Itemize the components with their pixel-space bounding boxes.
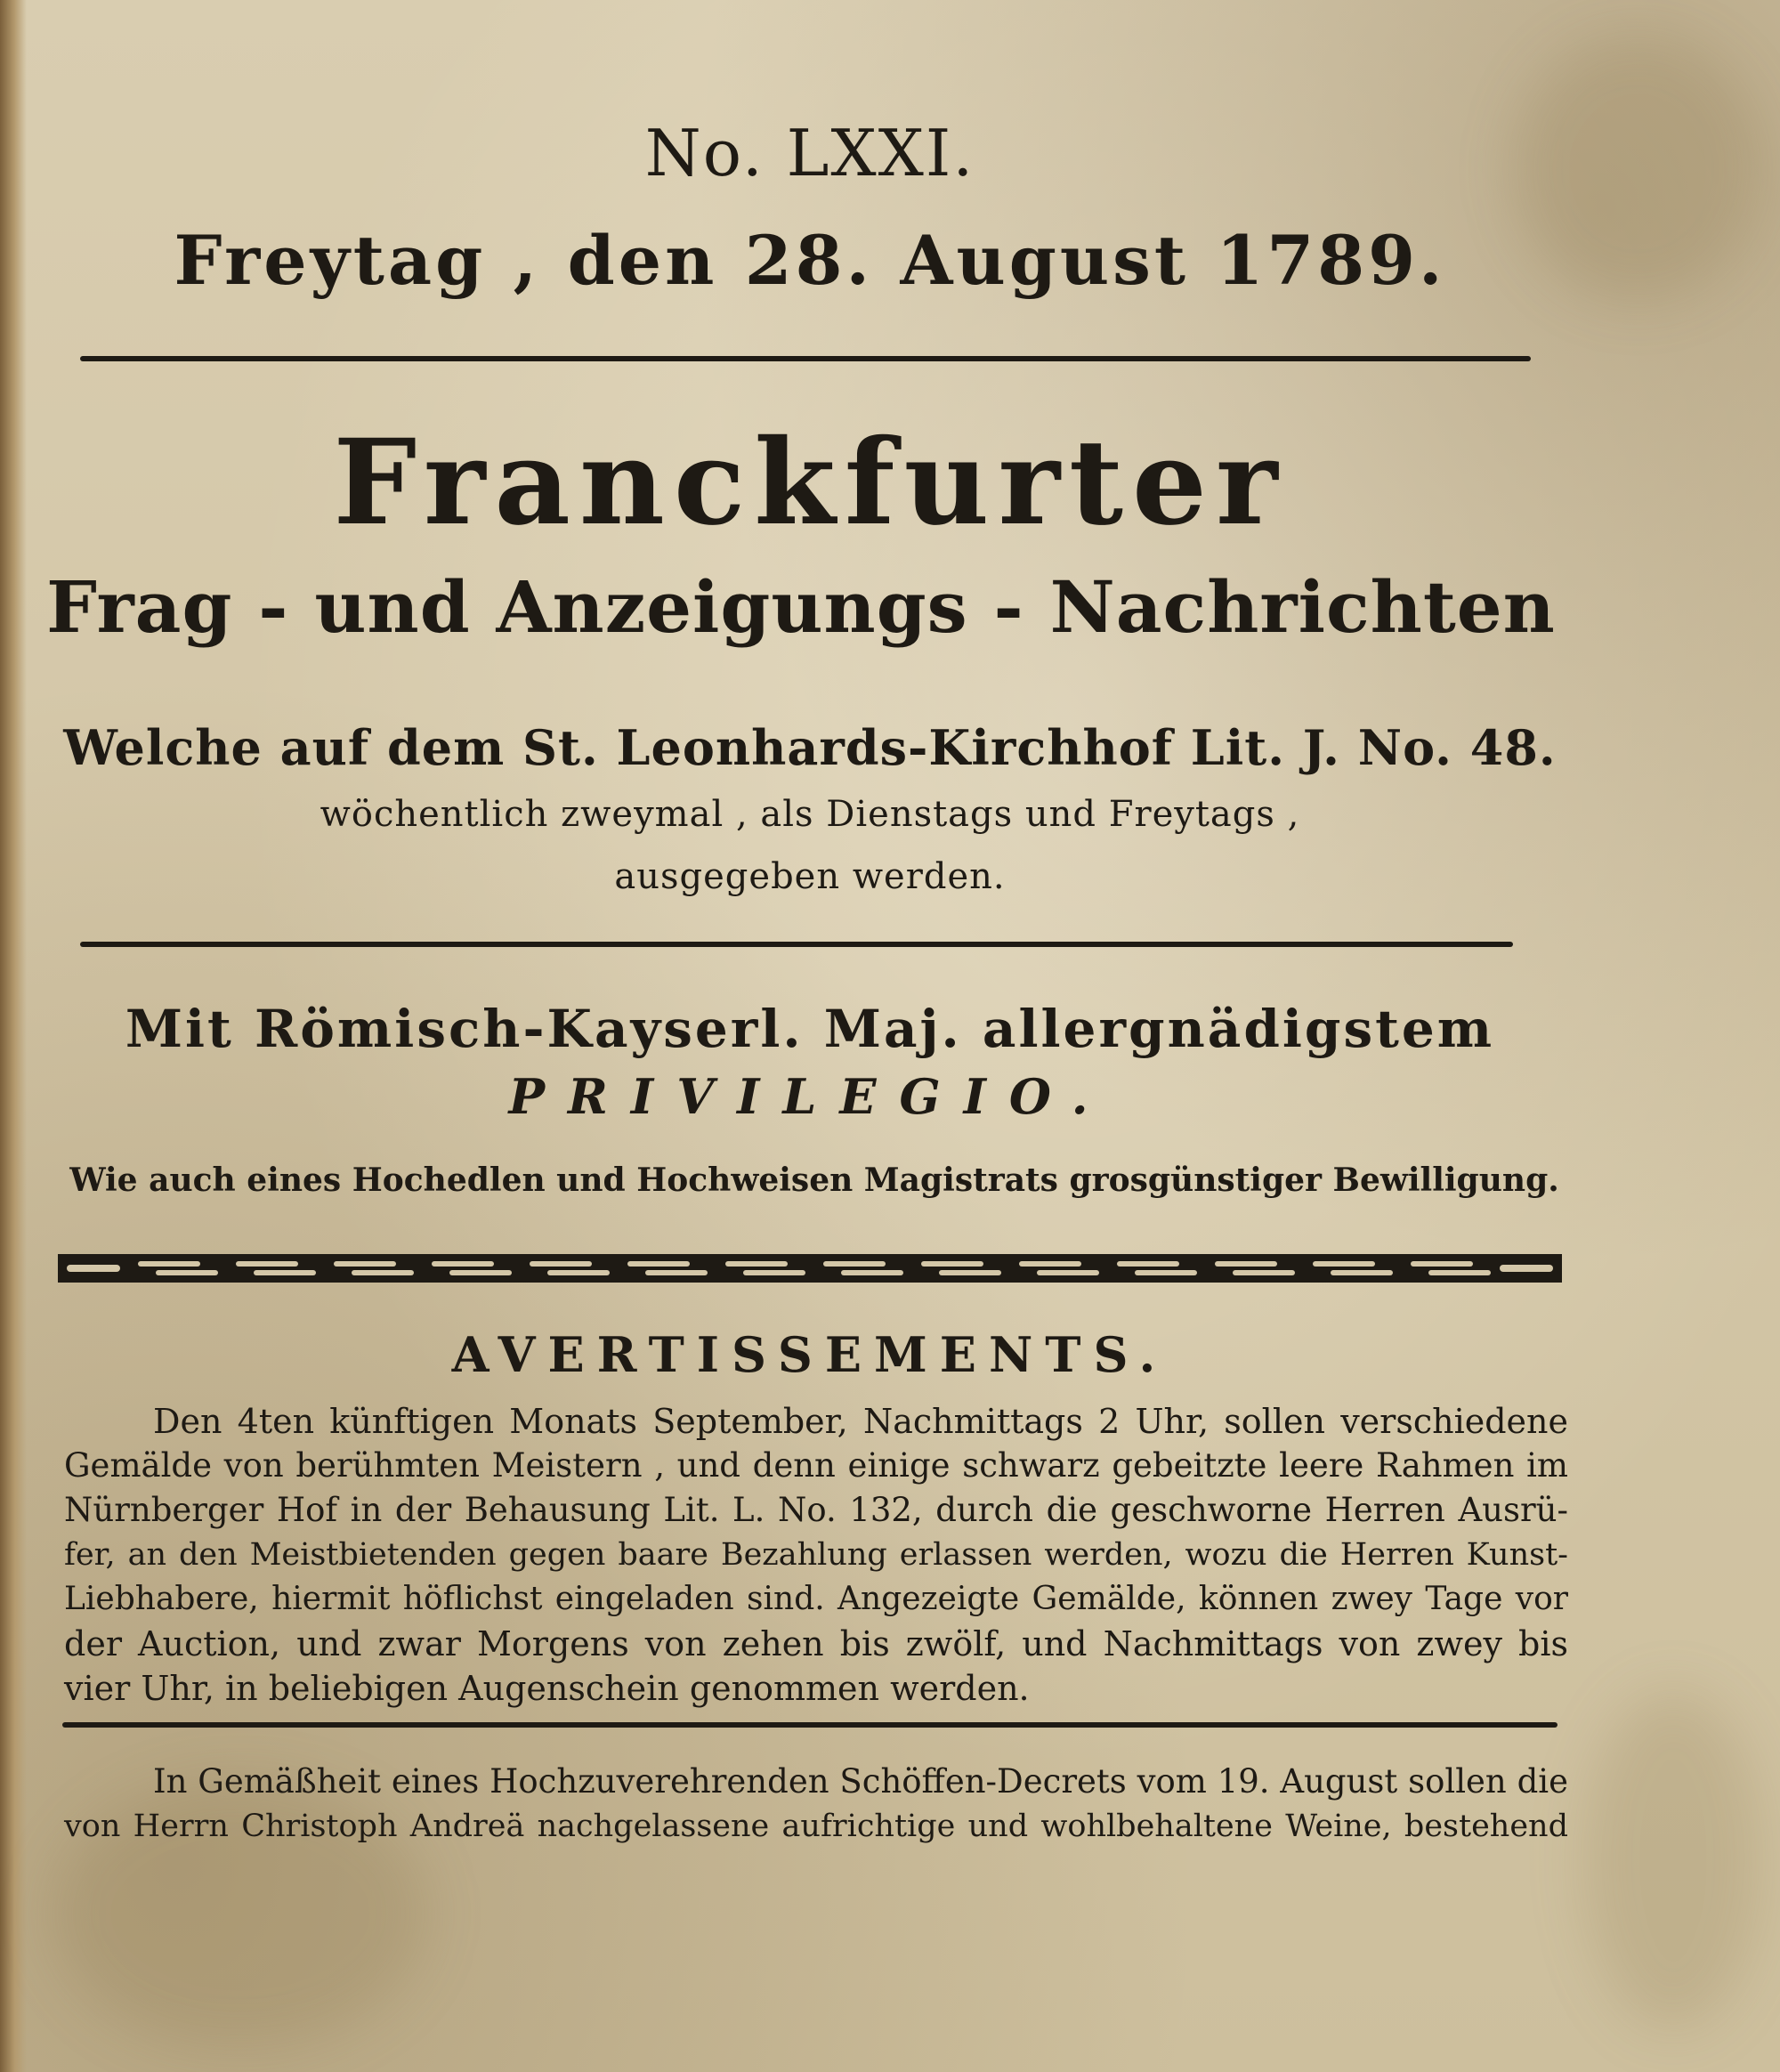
- divider-rule: [80, 356, 1531, 361]
- newspaper-subtitle: Frag - und Anzeigungs - Nachrichten: [46, 565, 1556, 649]
- imperial-privilege: Mit Römisch-Kayserl. Maj. allergnädigstem: [125, 999, 1495, 1059]
- divider-rule: [62, 1722, 1558, 1728]
- divider-rule: [80, 942, 1513, 947]
- notice-line: von Herrn Christoph Andreä nachgelassene aufrichtige und wohlbehaltene Weine, bestehend: [64, 1809, 1568, 1844]
- notice-line: vier Uhr, in beliebigen Augenschein genommen werden.: [64, 1669, 1030, 1708]
- notice-line: der Auction, und zwar Morgens von zehen bis zwölf, und Nachmittags von zwey bis: [64, 1624, 1568, 1663]
- notice-line: In Gemäßheit eines Hochzuverehrenden Schöffen-Decrets vom 19. August sollen die: [153, 1762, 1568, 1801]
- notice-line: fer, an den Meistbietenden gegen baare Bezahlung erlassen werden, wozu die Herren Kunst-: [64, 1537, 1568, 1573]
- publication-schedule-end: ausgegeben werden.: [614, 856, 1006, 897]
- notice-line: Gemälde von berühmten Meistern , und denn einige schwarz gebeitzte leere Rahmen im: [64, 1446, 1568, 1485]
- newspaper-title: Franckfurter: [333, 414, 1287, 552]
- notice-line: Nürnberger Hof in der Behausung Lit. L. No. 132, durch die geschworne Herren Ausrü-: [64, 1491, 1568, 1529]
- magistrate-approval: Wie auch eines Hochedlen und Hochweisen Magistrats grosgünstiger Bewilligung.: [69, 1161, 1559, 1199]
- notice-line: Den 4ten künftigen Monats September, Nachmittags 2 Uhr, sollen verschiedene: [153, 1402, 1568, 1441]
- publisher-address: Welche auf dem St. Leonhards-Kirchhof Lit. J. No. 48.: [63, 719, 1557, 776]
- paper-stain: [1584, 1691, 1762, 2029]
- issue-date: Freytag , den 28. August 1789.: [174, 221, 1446, 300]
- ornamental-border: [58, 1250, 1562, 1286]
- privilegio-heading: PRIVILEGIO.: [508, 1068, 1112, 1125]
- page-gutter: [0, 0, 27, 2072]
- section-heading: AVERTISSEMENTS.: [451, 1326, 1169, 1383]
- publication-schedule: wöchentlich zweymal , als Dienstags und Freytags ,: [320, 794, 1300, 835]
- issue-number: No. LXXI.: [644, 116, 975, 190]
- notice-line: Liebhabere, hiermit höflichst eingeladen sind. Angezeigte Gemälde, können zwey Tage vor: [64, 1581, 1568, 1617]
